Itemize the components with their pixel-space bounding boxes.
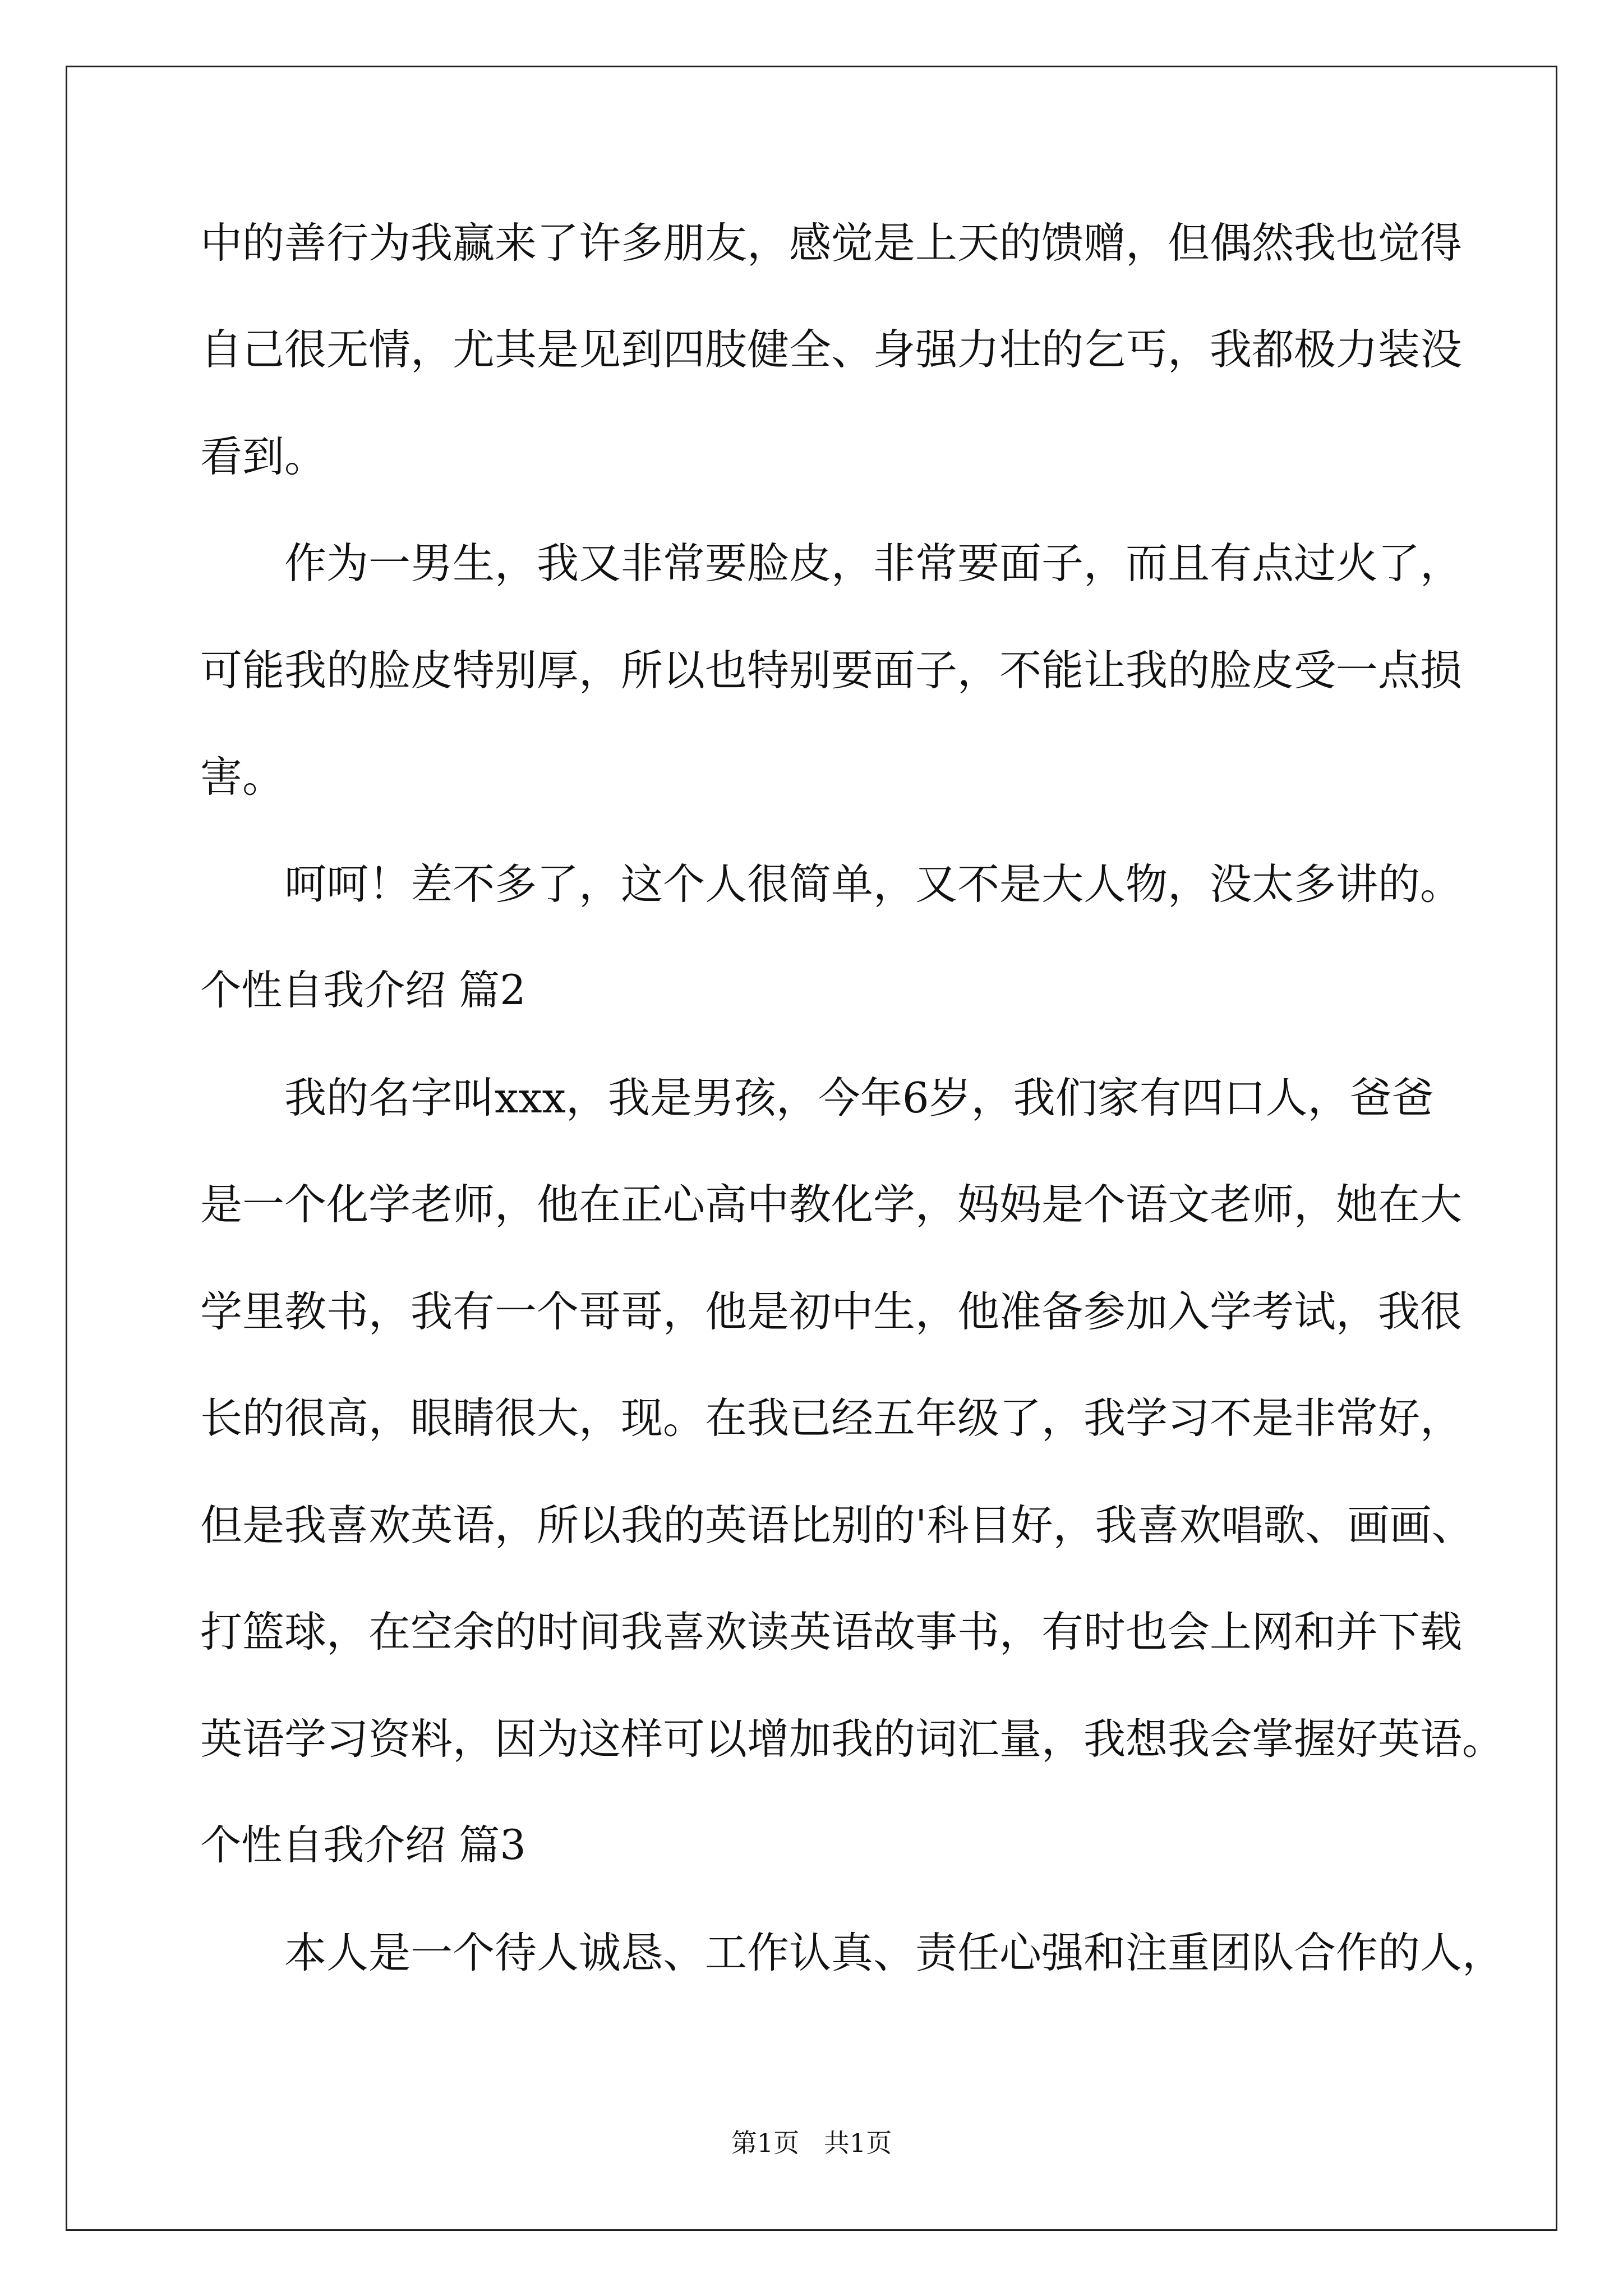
paragraph-line: 中的善行为我赢来了许多朋友，感觉是上天的馈赠，但偶然我也觉得 [200, 218, 1463, 268]
paragraph-line: 自己很无情，尤其是见到四肢健全、身强力壮的乞丐，我都极力装没 [200, 325, 1463, 374]
page-footer: 第1页 共1页 [731, 2128, 892, 2158]
page-border [66, 66, 1557, 2231]
paragraph-line: 本人是一个待人诚恳、工作认真、责任心强和注重团队合作的人， [284, 1928, 1505, 1977]
paragraph-line: 可能我的脸皮特别厚，所以也特别要面子，不能让我的脸皮受一点损 [200, 646, 1463, 695]
section-heading: 个性自我介绍 篇2 [200, 967, 526, 1014]
paragraph-line: 呵呵！差不多了，这个人很简单，又不是大人物，没太多讲的。 [284, 859, 1463, 909]
paragraph-line: 害。 [200, 752, 285, 802]
paragraph-line: 是一个化学老师，他在正心高中教化学，妈妈是个语文老师，她在大 [200, 1180, 1463, 1229]
paragraph-line: 学里教书，我有一个哥哥，他是初中生，他准备参加入学考试，我很 [200, 1287, 1463, 1336]
paragraph-line: 但是我喜欢英语，所以我的英语比别的'科目好，我喜欢唱歌、画画、 [200, 1501, 1474, 1550]
paragraph-line: 长的很高，眼睛很大，现。在我已经五年级了，我学习不是非常好， [200, 1393, 1463, 1443]
paragraph-line: 打篮球，在空余的时间我喜欢读英语故事书，有时也会上网和并下载 [200, 1607, 1463, 1657]
paragraph-line: 看到。 [200, 432, 327, 481]
paragraph-line: 我的名字叫xxx，我是男孩，今年6岁，我们家有四口人，爸爸 [284, 1073, 1434, 1122]
section-heading: 个性自我介绍 篇3 [200, 1821, 526, 1869]
paragraph-line: 作为一男生，我又非常要脸皮，非常要面子，而且有点过火了， [284, 539, 1463, 588]
paragraph-line: 英语学习资料，因为这样可以增加我的词汇量，我想我会掌握好英语。 [200, 1714, 1505, 1764]
